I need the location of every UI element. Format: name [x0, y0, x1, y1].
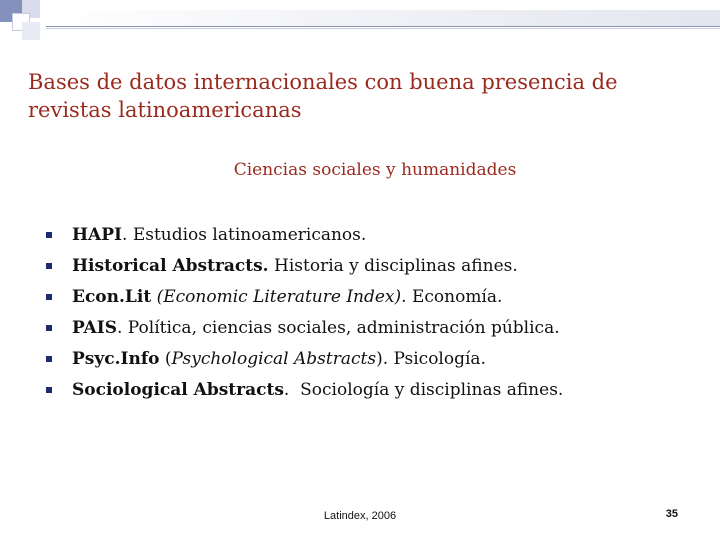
separator: .	[116, 318, 128, 338]
list-item	[46, 222, 563, 253]
database-description: Sociología y disciplinas afines.	[300, 380, 564, 400]
paren-open: (	[164, 349, 172, 369]
square-bullet-icon	[46, 232, 52, 238]
slide-title: Bases de datos internacionales con buena presencia de revistas latinoamericanas	[28, 70, 618, 122]
footer-text: Latindex, 2006	[323, 510, 397, 522]
database-name: PAIS	[72, 318, 117, 338]
slide-subtitle: Ciencias sociales y humanidades	[233, 160, 517, 180]
database-description: Política, ciencias sociales, administración pública.	[127, 318, 560, 338]
database-name: Econ.Lit	[72, 287, 152, 307]
database-description: Estudios latinoamericanos.	[132, 225, 367, 245]
list-item	[46, 284, 563, 315]
square-bullet-icon	[46, 294, 52, 300]
database-full-name: Psychological Abstracts	[171, 349, 377, 369]
square-bullet-icon	[46, 356, 52, 362]
header-band	[46, 10, 720, 26]
database-description: Psicología.	[388, 349, 486, 369]
square-bullet-icon	[46, 325, 52, 331]
database-name: Historical Abstracts.	[72, 256, 269, 276]
paren-close: ).	[376, 349, 389, 369]
database-description: Economía.	[406, 287, 503, 307]
header-rule	[46, 28, 720, 29]
database-description: Historia y disciplinas afines.	[274, 256, 518, 276]
database-list	[46, 222, 563, 408]
list-item	[46, 253, 563, 284]
database-name: HAPI	[72, 225, 122, 245]
database-full-name: (Economic Literature Index).	[156, 287, 407, 307]
header-rule	[46, 26, 720, 27]
list-item	[46, 315, 563, 346]
separator: .	[283, 380, 301, 400]
list-item	[46, 377, 563, 408]
decorative-square	[22, 22, 40, 40]
page-number: 35	[665, 508, 678, 520]
list-item	[46, 346, 563, 377]
square-bullet-icon	[46, 387, 52, 393]
database-name: Psyc.Info	[72, 349, 160, 369]
separator: .	[122, 225, 133, 245]
database-name: Sociological Abstracts	[72, 380, 284, 400]
square-bullet-icon	[46, 263, 52, 269]
